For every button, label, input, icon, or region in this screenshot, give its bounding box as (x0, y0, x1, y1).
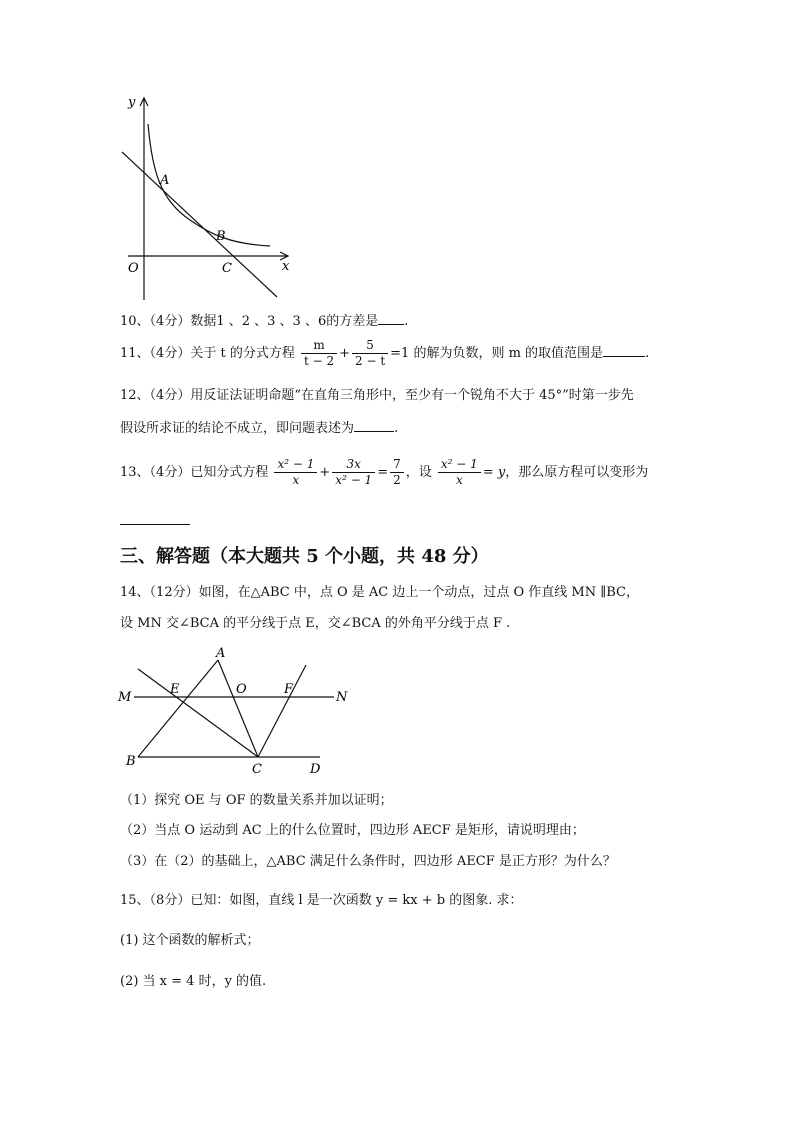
q13-f3-denominator: 2 (393, 473, 401, 487)
section-3-heading: 三、解答题（本大题共 5 个小题，共 48 分） (120, 546, 489, 567)
question-10 (120, 311, 408, 331)
question-12-line-1 (120, 387, 634, 405)
q12-line1: 用反证法证明命题“在直角三角形中，至少有一个锐角不大于 45°”时第一步先 (190, 388, 634, 403)
question-11 (120, 338, 649, 369)
q13-f1-denominator: x (292, 473, 300, 487)
label-o: O (128, 261, 139, 276)
label-e: E (170, 682, 180, 697)
q10-answer-blank[interactable] (378, 311, 404, 325)
q12-answer-blank[interactable] (354, 418, 394, 432)
q13-fraction-2 (332, 457, 375, 488)
exterior-bisector-cf (258, 665, 306, 757)
q15-subquestion-1 (120, 932, 260, 950)
label-o2: O (236, 682, 247, 697)
label-f: F (284, 682, 294, 697)
q10-number: 10、（4分） (120, 314, 191, 329)
q10-end: . (404, 314, 409, 329)
q14-sub1-text: （1）探究 OE 与 OF 的数量关系并加以证明； (120, 793, 393, 808)
q11-fraction-1 (301, 338, 337, 369)
q12-line2: 假设所求证的结论不成立，即问题表述为 (120, 421, 355, 436)
label-b: B (216, 229, 226, 244)
q13-equals-y: = y (482, 465, 506, 480)
triangle-figure (112, 645, 352, 780)
q11-end: . (645, 346, 650, 361)
q13-mid: ，设 (405, 465, 432, 480)
q13-f2-denominator: x² − 1 (335, 473, 373, 487)
q12-number: 12、（4分） (120, 388, 191, 403)
q15-line1: 已知：如图，直线 l 是一次函数 y = kx + b 的图象. 求： (190, 893, 523, 908)
label-n: N (336, 690, 348, 705)
label-y: y (128, 95, 136, 110)
question-14-line-2 (120, 615, 510, 633)
q13-f2-numerator: 3x (332, 457, 375, 473)
q14-sub2-text: （2）当点 O 运动到 AC 上的什么位置时，四边形 AECF 是矩形，请说明理由； (120, 823, 585, 838)
q14-subquestion-2 (120, 822, 585, 840)
q11-number: 11、（4分） (120, 346, 191, 361)
q13-plus: + (319, 465, 331, 480)
q13-fraction-4 (438, 457, 481, 488)
q11-f1-denominator: t − 2 (303, 354, 335, 368)
q14-number: 14、（12分） (120, 585, 199, 600)
q14-subquestion-1 (120, 792, 393, 810)
segment-ba (138, 660, 218, 757)
label-b2: B (126, 754, 136, 769)
q13-f4-numerator: x² − 1 (438, 457, 481, 473)
label-c: C (222, 261, 232, 276)
q13-post: ，那么原方程可以变形为 (505, 465, 649, 480)
q13-f3-numerator: 7 (390, 457, 404, 473)
label-m: M (118, 690, 132, 705)
q13-f4-denominator: x (455, 473, 463, 487)
q14-subquestion-3 (120, 853, 616, 871)
question-14-line-1 (120, 584, 639, 602)
q14-line1: 如图，在△ABC 中，点 O 是 AC 边上一个动点，过点 O 作直线 MN ∥BC， (198, 585, 639, 600)
q11-post: 的解为负数，则 m 的取值范围是 (413, 346, 604, 361)
q13-fraction-3 (390, 457, 404, 488)
q12-end: . (394, 421, 399, 436)
label-a: A (160, 173, 170, 188)
q11-answer-blank[interactable] (603, 343, 645, 357)
q13-f1-numerator: x² − 1 (274, 457, 317, 473)
q14-sub3-text: （3）在（2）的基础上，△ABC 满足什么条件时，四边形 AECF 是正方形？为什么？ (120, 854, 616, 869)
question-13 (120, 457, 648, 488)
q11-f1-numerator: m (301, 338, 337, 354)
q11-fraction-2 (352, 338, 388, 369)
label-d: D (310, 762, 321, 777)
q11-f2-denominator: 2 − t (355, 354, 386, 368)
label-c2: C (252, 762, 262, 777)
q13-equals: = (377, 465, 389, 480)
hyperbola-line-figure (110, 90, 300, 305)
q11-f2-numerator: 5 (352, 338, 388, 354)
label-x: x (282, 259, 290, 274)
line-ac (122, 152, 277, 297)
q11-plus: + (339, 346, 351, 361)
q14-line2: 设 MN 交∠BCA 的平分线于点 E，交∠BCA 的外角平分线于点 F . (120, 616, 511, 631)
q11-pre: 关于 t 的分式方程 (190, 346, 295, 361)
q11-equals: =1 (390, 346, 410, 361)
q15-sub1-text: (1) 这个函数的解析式； (120, 933, 260, 948)
q13-pre: 已知分式方程 (190, 465, 269, 480)
q15-subquestion-2 (120, 973, 266, 991)
q10-text: 数据1 、2 、3 、3 、6的方差是 (190, 314, 379, 329)
question-12-line-2 (120, 418, 398, 438)
q15-number: 15、（8分） (120, 893, 191, 908)
question-15 (120, 892, 522, 910)
q13-number: 13、（4分） (120, 465, 191, 480)
q13-fraction-1 (274, 457, 317, 488)
label-a2: A (216, 646, 226, 661)
q13-answer-blank[interactable] (120, 524, 190, 525)
q15-sub2-text: (2) 当 x = 4 时，y 的值. (120, 974, 267, 989)
